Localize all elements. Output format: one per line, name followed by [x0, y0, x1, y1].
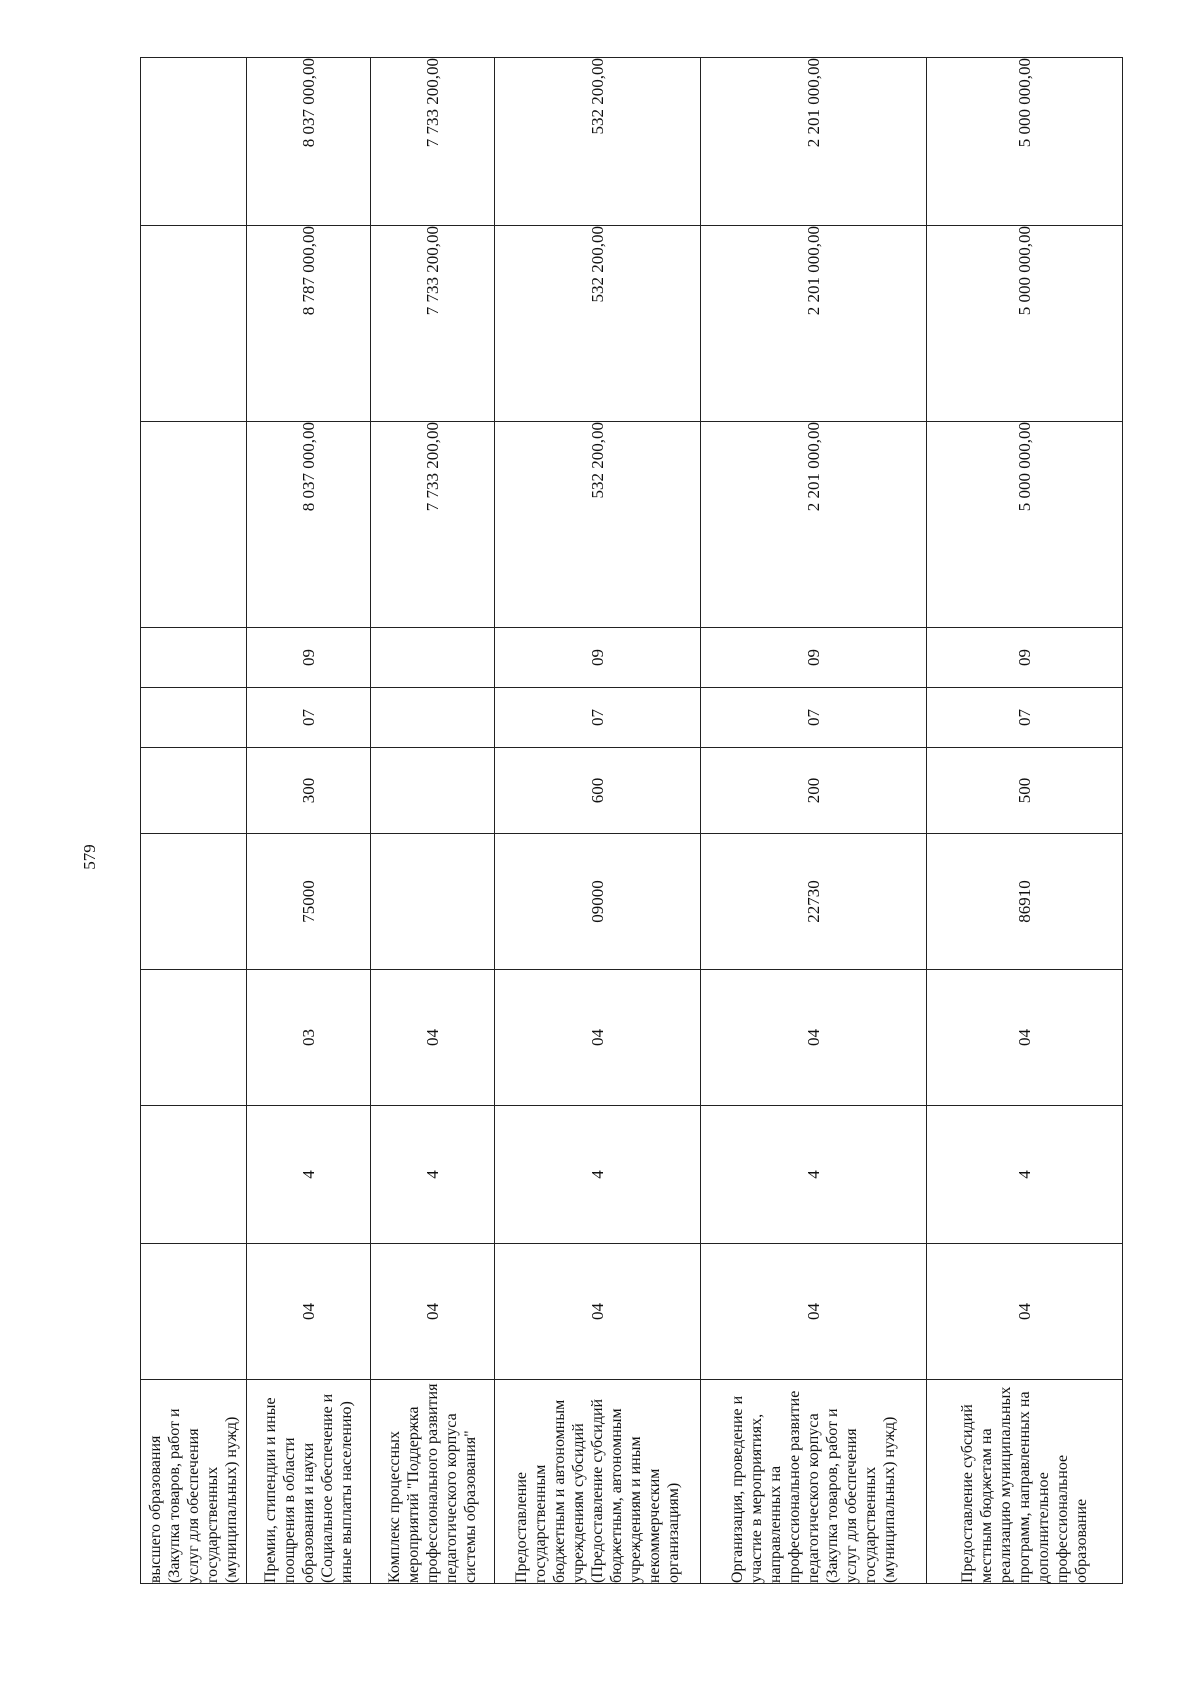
grbs-cell: 04: [701, 1244, 927, 1380]
row-name-cell: Предоставление субсидий местным бюджетам на реализацию муниципальных программ, направленных на дополнительное профессиональное образование: [927, 1380, 1123, 1584]
vr-cell: 200: [701, 748, 927, 834]
subprogram-cell: 04: [371, 970, 495, 1106]
row-name-cell: Премии, стипендии и иные поощрения в области образования и науки (Социальное обеспечение и иные выплаты населению): [247, 1380, 371, 1584]
table-row: [371, 58, 495, 1584]
vr-cell: [141, 748, 247, 834]
budget-table: [140, 57, 1123, 1584]
sum2-cell: 2 201 000,00: [701, 226, 927, 422]
grbs-cell: 04: [927, 1244, 1123, 1380]
program-cell: 4: [701, 1106, 927, 1244]
rz-cell: [371, 688, 495, 748]
sum1-cell: 8 037 000,00: [247, 422, 371, 628]
program-cell: 4: [927, 1106, 1123, 1244]
subprogram-cell: 04: [495, 970, 701, 1106]
pr-cell: 09: [927, 628, 1123, 688]
grbs-cell: 04: [371, 1244, 495, 1380]
rz-cell: 07: [927, 688, 1123, 748]
row-name-cell: Предоставление государственным бюджетным и автономным учреждениям субсидий (Предоставление субсидий бюджетным, автономным учреждениям и иным некоммерческим организациям): [495, 1380, 701, 1584]
subprogram-cell: 04: [701, 970, 927, 1106]
subprogram-cell: 03: [247, 970, 371, 1106]
rz-cell: [141, 688, 247, 748]
sum1-cell: 532 200,00: [495, 422, 701, 628]
subprogram-cell: 04: [927, 970, 1123, 1106]
sum2-cell: 5 000 000,00: [927, 226, 1123, 422]
vr-cell: 300: [247, 748, 371, 834]
sum1-cell: 7 733 200,00: [371, 422, 495, 628]
pr-cell: 09: [247, 628, 371, 688]
table-row: [701, 58, 927, 1584]
rz-cell: 07: [701, 688, 927, 748]
sum1-cell: [141, 422, 247, 628]
direction-cell: 75000: [247, 834, 371, 970]
program-cell: 4: [247, 1106, 371, 1244]
sum2-cell: [141, 226, 247, 422]
budget-table-rotator: [140, 58, 1122, 1584]
sum1-cell: 2 201 000,00: [701, 422, 927, 628]
page-number: 579: [80, 844, 99, 870]
sum3-cell: 532 200,00: [495, 58, 701, 226]
subprogram-cell: [141, 970, 247, 1106]
direction-cell: [371, 834, 495, 970]
direction-cell: 22730: [701, 834, 927, 970]
sum3-cell: 7 733 200,00: [371, 58, 495, 226]
program-cell: [141, 1106, 247, 1244]
pr-cell: 09: [701, 628, 927, 688]
vr-cell: [371, 748, 495, 834]
row-name-cell: Организация, проведение и участие в мероприятиях, направленных на профессиональное развитие педагогического корпуса (Закупка товаров, работ и услуг для обеспечения государственных (муниципальных) нужд): [701, 1380, 927, 1584]
row-name-cell: высшего образования (Закупка товаров, работ и услуг для обеспечения государственных (муниципальных) нужд): [141, 1380, 247, 1584]
sum1-cell: 5 000 000,00: [927, 422, 1123, 628]
sum2-cell: 7 733 200,00: [371, 226, 495, 422]
vr-cell: 500: [927, 748, 1123, 834]
pr-cell: 09: [495, 628, 701, 688]
sum3-cell: 8 037 000,00: [247, 58, 371, 226]
budget-table-container: [140, 58, 1122, 1584]
pr-cell: [371, 628, 495, 688]
vr-cell: 600: [495, 748, 701, 834]
grbs-cell: [141, 1244, 247, 1380]
table-row: [495, 58, 701, 1584]
sum2-cell: 532 200,00: [495, 226, 701, 422]
rz-cell: 07: [247, 688, 371, 748]
table-row: [141, 58, 247, 1584]
pr-cell: [141, 628, 247, 688]
direction-cell: [141, 834, 247, 970]
sum3-cell: 2 201 000,00: [701, 58, 927, 226]
table-row: [247, 58, 371, 1584]
grbs-cell: 04: [495, 1244, 701, 1380]
sum3-cell: [141, 58, 247, 226]
sum3-cell: 5 000 000,00: [927, 58, 1123, 226]
sum2-cell: 8 787 000,00: [247, 226, 371, 422]
program-cell: 4: [371, 1106, 495, 1244]
program-cell: 4: [495, 1106, 701, 1244]
grbs-cell: 04: [247, 1244, 371, 1380]
rz-cell: 07: [495, 688, 701, 748]
direction-cell: 86910: [927, 834, 1123, 970]
row-name-cell: Комплекс процессных мероприятий "Поддержка профессионального развития педагогического корпуса системы образования": [371, 1380, 495, 1584]
table-row: [927, 58, 1123, 1584]
direction-cell: 09000: [495, 834, 701, 970]
